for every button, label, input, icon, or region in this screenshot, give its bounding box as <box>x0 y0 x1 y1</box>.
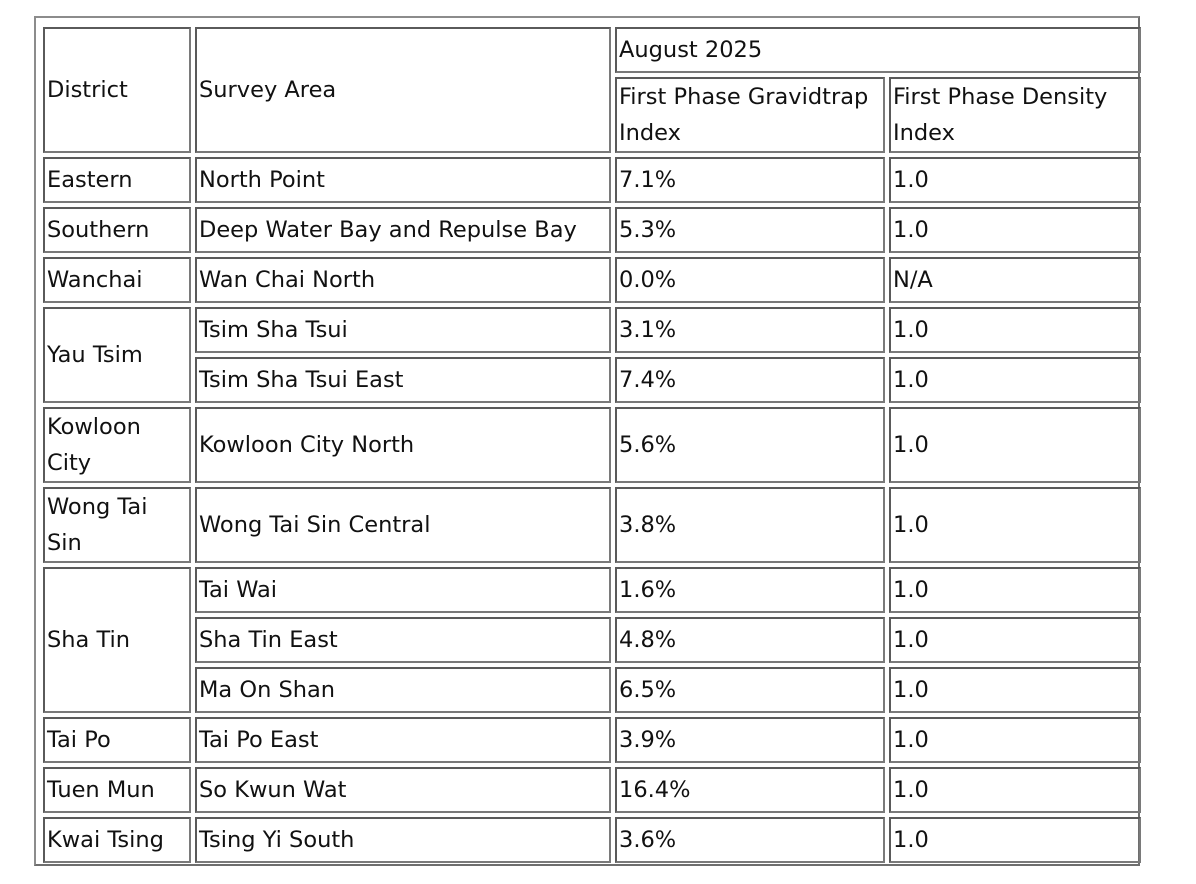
table-frame <box>34 16 1140 866</box>
survey-area-cell: Tsim Sha Tsui <box>195 307 611 353</box>
table-row <box>43 307 1141 353</box>
survey-area-cell: Tsim Sha Tsui East <box>195 357 611 403</box>
density-cell: 1.0 <box>889 487 1141 563</box>
survey-area-cell: Tai Po East <box>195 717 611 763</box>
density-cell: 1.0 <box>889 207 1141 253</box>
survey-area-cell: Kowloon City North <box>195 407 611 483</box>
table-row <box>43 407 1141 483</box>
gravidtrap-cell: 3.8% <box>615 487 885 563</box>
gravidtrap-cell: 4.8% <box>615 617 885 663</box>
density-cell: 1.0 <box>889 717 1141 763</box>
gravidtrap-cell: 5.3% <box>615 207 885 253</box>
survey-area-cell: North Point <box>195 157 611 203</box>
district-cell: Sha Tin <box>43 567 191 713</box>
gravidtrap-table <box>39 23 1145 867</box>
density-cell: 1.0 <box>889 307 1141 353</box>
density-cell: 1.0 <box>889 407 1141 483</box>
density-cell: 1.0 <box>889 617 1141 663</box>
table-row <box>43 617 1141 663</box>
table-row <box>43 487 1141 563</box>
gravidtrap-cell: 3.1% <box>615 307 885 353</box>
district-cell: Kwai Tsing <box>43 817 191 863</box>
gravidtrap-cell: 5.6% <box>615 407 885 483</box>
table-row <box>43 567 1141 613</box>
header-density-index: First Phase Density Index <box>889 77 1141 153</box>
table-row <box>43 157 1141 203</box>
survey-area-cell: Ma On Shan <box>195 667 611 713</box>
header-period: August 2025 <box>615 27 1141 73</box>
table-row <box>43 667 1141 713</box>
gravidtrap-cell: 7.1% <box>615 157 885 203</box>
density-cell: 1.0 <box>889 767 1141 813</box>
density-cell: 1.0 <box>889 357 1141 403</box>
district-cell: Southern <box>43 207 191 253</box>
gravidtrap-cell: 6.5% <box>615 667 885 713</box>
survey-area-cell: Wan Chai North <box>195 257 611 303</box>
table-row <box>43 357 1141 403</box>
header-survey-area: Survey Area <box>195 27 611 153</box>
district-cell: Tuen Mun <box>43 767 191 813</box>
density-cell: 1.0 <box>889 567 1141 613</box>
district-cell: Tai Po <box>43 717 191 763</box>
table-row <box>43 717 1141 763</box>
header-district: District <box>43 27 191 153</box>
gravidtrap-cell: 7.4% <box>615 357 885 403</box>
survey-area-cell: Sha Tin East <box>195 617 611 663</box>
table-row <box>43 767 1141 813</box>
gravidtrap-cell: 1.6% <box>615 567 885 613</box>
district-cell: Wanchai <box>43 257 191 303</box>
header-row <box>43 27 1141 73</box>
header-gravidtrap-index: First Phase Gravidtrap Index <box>615 77 885 153</box>
density-cell: 1.0 <box>889 157 1141 203</box>
district-cell: Kowloon City <box>43 407 191 483</box>
density-cell: 1.0 <box>889 667 1141 713</box>
gravidtrap-cell: 3.6% <box>615 817 885 863</box>
district-cell: Eastern <box>43 157 191 203</box>
gravidtrap-cell: 16.4% <box>615 767 885 813</box>
density-cell: 1.0 <box>889 817 1141 863</box>
table-row <box>43 817 1141 863</box>
survey-area-cell: Tsing Yi South <box>195 817 611 863</box>
district-cell: Wong Tai Sin <box>43 487 191 563</box>
survey-area-cell: Wong Tai Sin Central <box>195 487 611 563</box>
survey-area-cell: Tai Wai <box>195 567 611 613</box>
table-row <box>43 207 1141 253</box>
survey-area-cell: So Kwun Wat <box>195 767 611 813</box>
density-cell: N/A <box>889 257 1141 303</box>
table-row <box>43 257 1141 303</box>
gravidtrap-cell: 3.9% <box>615 717 885 763</box>
survey-area-cell: Deep Water Bay and Repulse Bay <box>195 207 611 253</box>
gravidtrap-cell: 0.0% <box>615 257 885 303</box>
district-cell: Yau Tsim <box>43 307 191 403</box>
